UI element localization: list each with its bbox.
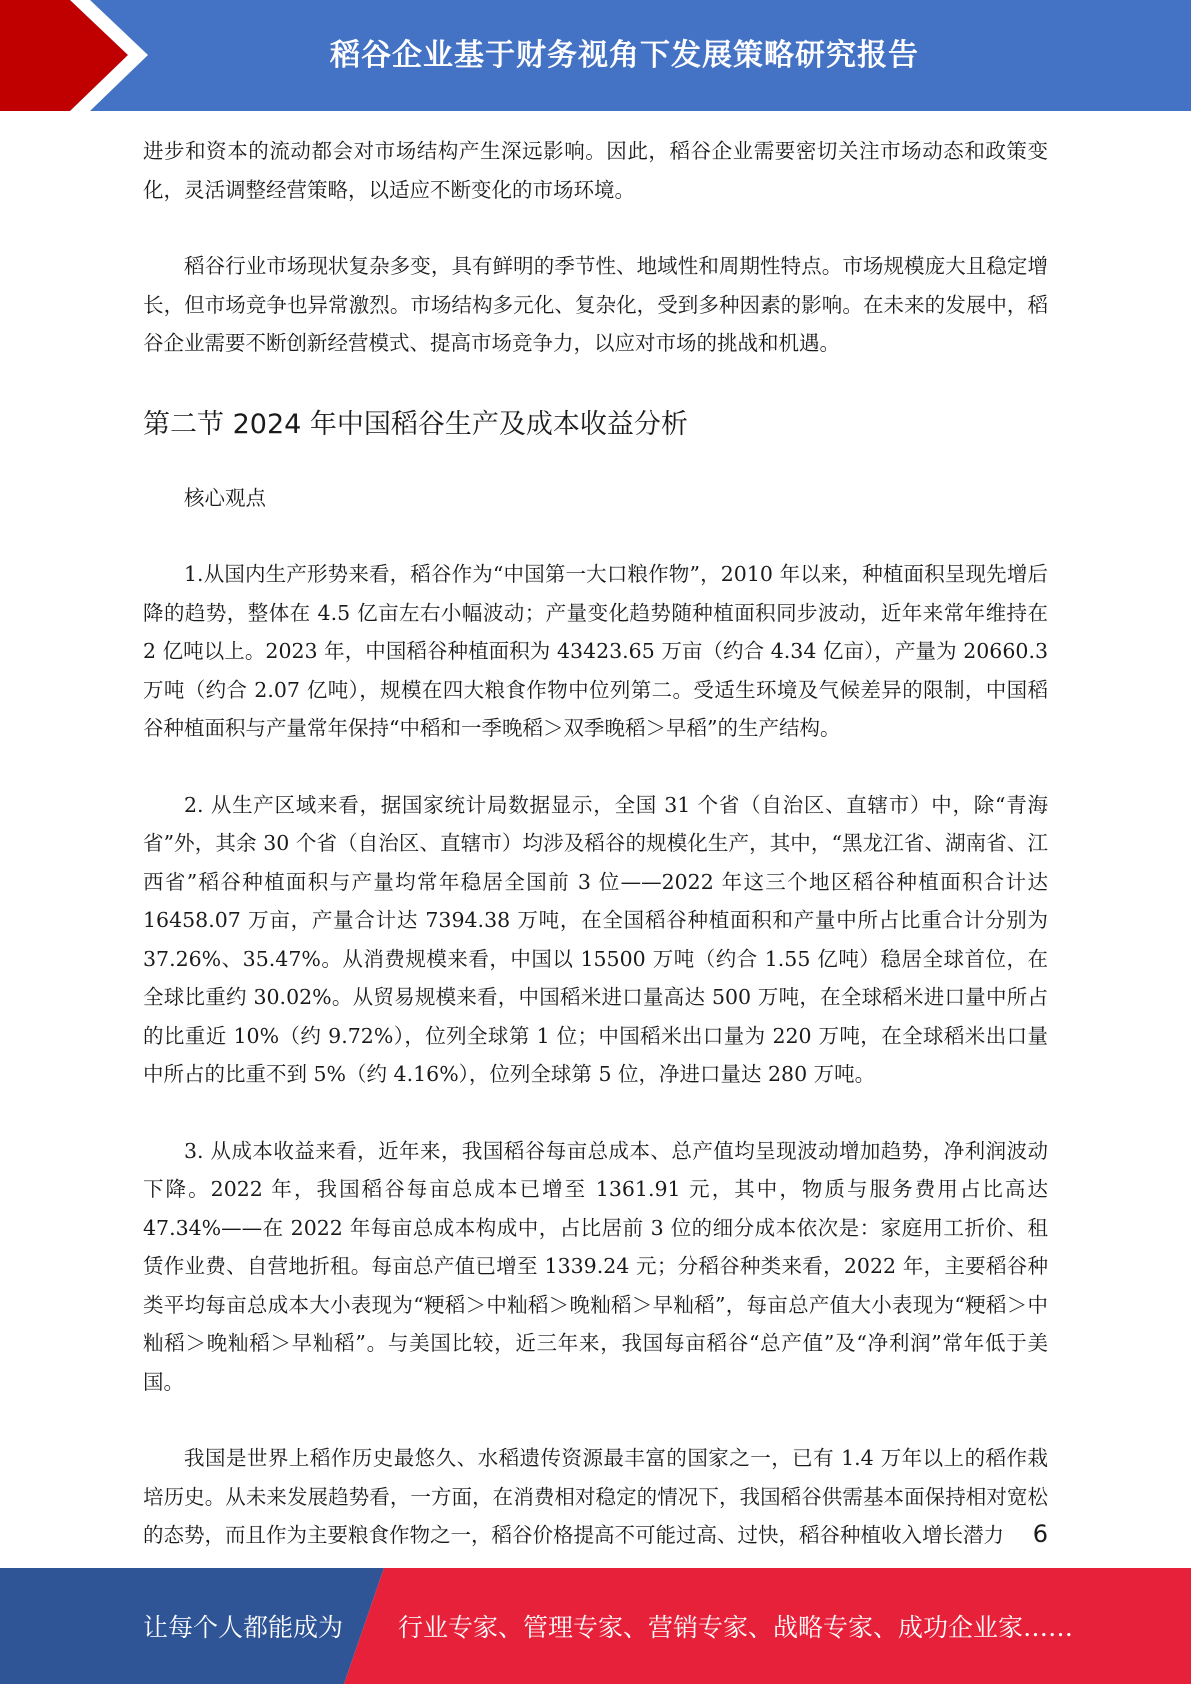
point-3-cost-revenue: 3. 从成本收益来看，近年来，我国稻谷每亩总成本、总产值均呈现波动增加趋势，净利润波动下降。2022 年，我国稻谷每亩总成本已增至 1361.91 元，其中，物质与服务费用占比高达 47.34%——在 2022 年每亩总成本构成中，占比居前 3 位的细分成本依次是：家庭用工折价、租赁作业费、自营地折租。每亩总产值已增至 1339.24 元；分稻谷种类来看，2022 年，主要稻谷种类平均每亩总成本大小表现为“粳稻＞中籼稻＞晚籼稻＞早籼稻”，每亩总产值大小表现为“粳稻＞中籼稻＞晚籼稻＞早籼稻”。与美国比较，近三年来，我国每亩稻谷“总产值”及“净利润”常年低于美国。: [143, 1138, 1048, 1394]
core-points-label: 核心观点: [184, 485, 266, 510]
paragraph-continued: 进步和资本的流动都会对市场结构产生深远影响。因此，稻谷企业需要密切关注市场动态和政策变化，灵活调整经营策略，以适应不断变化的市场环境。: [143, 139, 1048, 202]
header-title: 稻谷企业基于财务视角下发展策略研究报告: [330, 38, 919, 73]
point-1-production: 1.从国内生产形势来看，稻谷作为“中国第一大口粮作物”，2010 年以来，种植面积呈现先增后降的趋势，整体在 4.5 亿亩左右小幅波动；产量变化趋势随种植面积同步波动，近年来常年维持在 2 亿吨以上。2023 年，中国稻谷种植面积为 43423.65 万亩（约合 4.34 亿亩），产量为 20660.3 万吨（约合 2.07 亿吨），规模在四大粮食作物中位列第二。受适生环境及气候差异的限制，中国稻谷种植面积与产量常年保持“中稻和一季晚稻＞双季晚稻＞早稻”的生产结构。: [143, 562, 1048, 740]
paragraph-outlook: 我国是世界上稻作历史最悠久、水稻遗传资源最丰富的国家之一，已有 1.4 万年以上的稻作栽培历史。从未来发展趋势看，一方面，在消费相对稳定的情况下，我国稻谷供需基本面保持相对宽松的态势，而且作为主要粮食作物之一，稻谷价格提高不可能过高、过快，稻谷种植收入增长潜力: [143, 1446, 1048, 1547]
main-content: [143, 132, 1048, 1555]
footer-slogan-right: 行业专家、管理专家、营销专家、战略专家、成功企业家……: [398, 1613, 1074, 1642]
page-number: 6: [1032, 1520, 1048, 1548]
footer-slogan-left: 让每个人都能成为: [143, 1613, 344, 1642]
header-arrow-decoration: [0, 0, 160, 111]
page-footer: [0, 1568, 1191, 1684]
paragraph-market-status: 稻谷行业市场现状复杂多变，具有鲜明的季节性、地域性和周期性特点。市场规模庞大且稳定增长，但市场竞争也异常激烈。市场结构多元化、复杂化，受到多种因素的影响。在未来的发展中，稻谷企业需要不断创新经营模式、提高市场竞争力，以应对市场的挑战和机遇。: [143, 254, 1048, 355]
section-heading: 第二节 2024 年中国稻谷生产及成本收益分析: [143, 408, 688, 440]
point-2-region: 2. 从生产区域来看，据国家统计局数据显示，全国 31 个省（自治区、直辖市）中，除“青海省”外，其余 30 个省（自治区、直辖市）均涉及稻谷的规模化生产，其中，“黑龙江省、湖南省、江西省”稻谷种植面积与产量均常年稳居全国前 3 位——2022 年这三个地区稻谷种植面积合计达 16458.07 万亩，产量合计达 7394.38 万吨，在全国稻谷种植面积和产量中所占比重合计分别为 37.26%、35.47%。从消费规模来看，中国以 15500 万吨（约合 1.55 亿吨）稳居全球首位，在全球比重约 30.02%。从贸易规模来看，中国稻米进口量高达 500 万吨，在全球稻米进口量中所占的比重近 10%（约 9.72%），位列全球第 1 位；中国稻米出口量为 220 万吨，在全球稻米出口量中所占的比重不到 5%（约 4.16%），位列全球第 5 位，净进口量达 280 万吨。: [143, 792, 1048, 1086]
page-header: [0, 0, 1191, 111]
